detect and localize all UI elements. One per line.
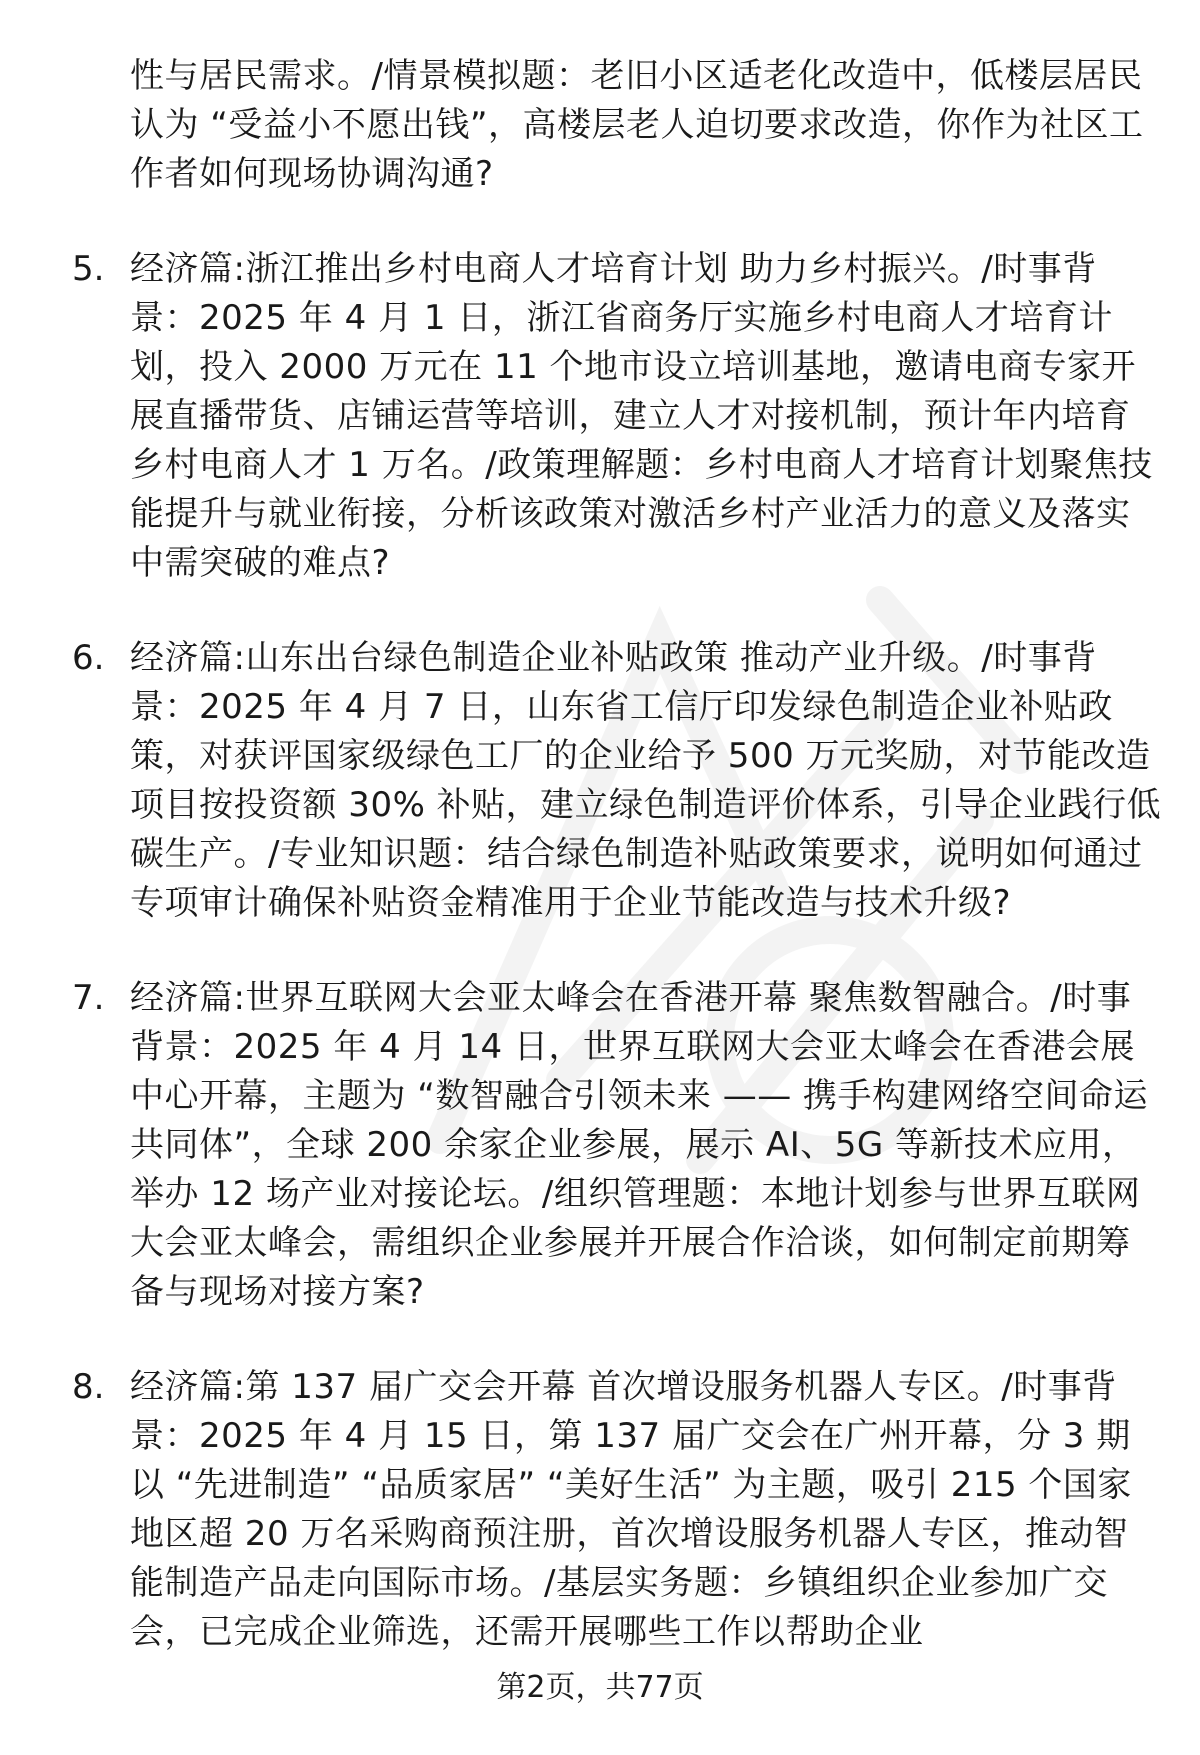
page-footer: 第2页，共77页 bbox=[496, 1670, 704, 1705]
item-text: 经济篇:山东出台绿色制造企业补贴政策 推动产业升级。/时事背景：2025 年 4 月 7 日，山东省工信厅印发绿色制造企业补贴政策，对获评国家级绿色工厂的企业给予 500 万元奖励，对节能改造项目按投资额 30% 补贴，建立绿色制造评价体系，引导企业践行低碳生产。/专业知识题：结合绿色制造补贴政策要求，说明如何通过专项审计确保补贴资金精准用于企业节能改造与技术升级? bbox=[130, 638, 1162, 923]
lead-paragraph: 性与居民需求。/情景模拟题：老旧小区适老化改造中，低楼层居民认为 “受益小不愿出钱”，高楼层老人迫切要求改造，你作为社区工作者如何现场协调沟通? bbox=[130, 56, 1144, 194]
item-number: 6. bbox=[72, 638, 105, 678]
list-item bbox=[72, 974, 1162, 1317]
document-body bbox=[72, 52, 1162, 1657]
item-text: 经济篇:世界互联网大会亚太峰会在香港开幕 聚焦数智融合。/时事背景：2025 年 4 月 14 日，世界互联网大会亚太峰会在香港会展中心开幕，主题为 “数智融合引领未来 —— 携手构建网络空间命运共同体”，全球 200 余家企业参展，展示 AI、5G 等新技术应用，举办 12 场产业对接论坛。/组织管理题：本地计划参与世界互联网大会亚太峰会，需组织企业参展并开展合作洽谈，如何制定前期筹备与现场对接方案? bbox=[130, 978, 1149, 1312]
item-number: 8. bbox=[72, 1367, 105, 1407]
item-number: 5. bbox=[72, 249, 105, 289]
item-number: 7. bbox=[72, 978, 105, 1018]
item-text: 经济篇:浙江推出乡村电商人才培育计划 助力乡村振兴。/时事背景：2025 年 4 月 1 日，浙江省商务厅实施乡村电商人才培育计划，投入 2000 万元在 11 个地市设立培训基地，邀请电商专家开展直播带货、店铺运营等培训，建立人才对接机制，预计年内培育乡村电商人才 1 万名。/政策理解题：乡村电商人才培育计划聚焦技能提升与就业衔接，分析该政策对激活乡村产业活力的意义及落实中需突破的难点? bbox=[130, 249, 1153, 583]
list-item bbox=[72, 1363, 1162, 1657]
list-item bbox=[72, 634, 1162, 928]
item-text: 经济篇:第 137 届广交会开幕 首次增设服务机器人专区。/时事背景：2025 年 4 月 15 日，第 137 届广交会在广州开幕，分 3 期以 “先进制造” “品质家居” “美好生活” 为主题，吸引 215 个国家地区超 20 万名采购商预注册，首次增设服务机器人专区，推动智能制造产品走向国际市场。/基层实务题：乡镇组织企业参加广交会，已完成企业筛选，还需开展哪些工作以帮助企业 bbox=[130, 1367, 1132, 1652]
list-item bbox=[72, 245, 1162, 588]
